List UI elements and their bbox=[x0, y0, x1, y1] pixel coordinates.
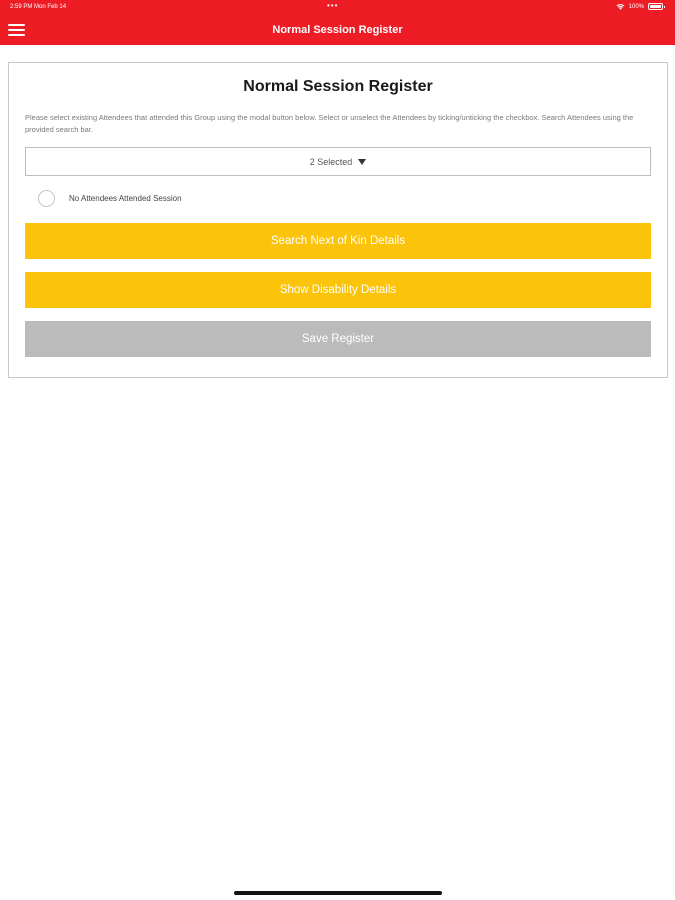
battery-percent: 100% bbox=[628, 3, 644, 10]
no-attendees-label: No Attendees Attended Session bbox=[69, 194, 182, 203]
status-bar bbox=[0, 0, 675, 16]
nav-title: Normal Session Register bbox=[272, 24, 403, 36]
caret-down-icon bbox=[358, 159, 366, 165]
home-indicator[interactable] bbox=[234, 891, 442, 895]
show-disability-details-button[interactable]: Show Disability Details bbox=[25, 272, 651, 308]
status-right bbox=[616, 3, 663, 10]
no-attendees-radio[interactable] bbox=[38, 190, 55, 207]
attendees-select[interactable] bbox=[25, 147, 651, 176]
multitask-dots-icon: ••• bbox=[327, 1, 339, 10]
instructions-text: Please select existing Attendees that attended this Group using the modal button below. Select or unselect the Attendees by ticking/unticking the checkbox. Search Attendees using the provided search bar. bbox=[25, 113, 634, 134]
attendees-select-value: 2 Selected bbox=[309, 156, 353, 167]
no-attendees-option[interactable] bbox=[38, 190, 182, 207]
app-header bbox=[0, 0, 675, 45]
battery-icon bbox=[648, 3, 663, 10]
card-title: Normal Session Register bbox=[243, 78, 433, 95]
status-time: 2:59 PM Mon Feb 14 bbox=[10, 4, 67, 10]
wifi-icon bbox=[616, 4, 625, 10]
save-register-button[interactable]: Save Register bbox=[25, 321, 651, 357]
search-next-of-kin-button[interactable]: Search Next of Kin Details bbox=[25, 223, 651, 259]
register-card bbox=[8, 62, 668, 378]
